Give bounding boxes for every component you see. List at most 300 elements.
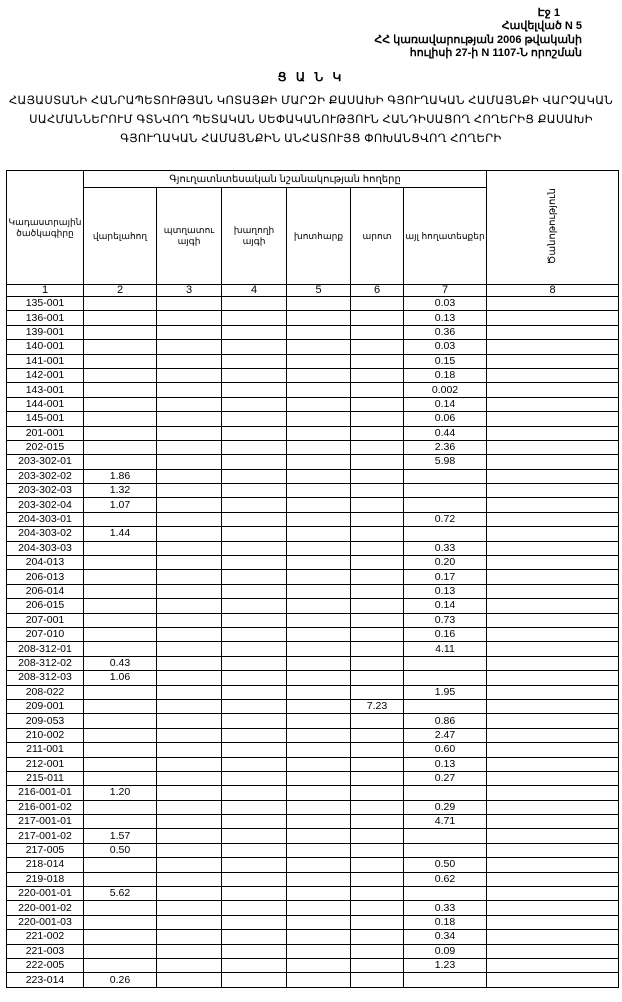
value-cell: [287, 757, 351, 771]
value-cell: [287, 872, 351, 886]
value-cell: [287, 527, 351, 541]
value-cell: [157, 743, 222, 757]
value-cell: [351, 685, 404, 699]
cadastral-code-cell: 208-022: [7, 685, 84, 699]
value-cell: [84, 757, 157, 771]
cadastral-code-cell: 210-002: [7, 728, 84, 742]
value-cell: [157, 613, 222, 627]
cadastral-code-cell: 208-312-02: [7, 656, 84, 670]
value-cell: [157, 599, 222, 613]
value-cell: [287, 412, 351, 426]
value-cell: [351, 815, 404, 829]
table-row: [7, 541, 619, 555]
value-cell: [404, 786, 487, 800]
value-cell: [351, 958, 404, 972]
value-cell: [351, 613, 404, 627]
table-row: [7, 440, 619, 454]
value-cell: [287, 368, 351, 382]
value-cell: [287, 498, 351, 512]
value-cell: [487, 340, 619, 354]
value-cell: [287, 786, 351, 800]
value-cell: [351, 771, 404, 785]
value-cell: [351, 498, 404, 512]
value-cell: 5.98: [404, 455, 487, 469]
value-cell: [487, 354, 619, 368]
value-cell: [487, 570, 619, 584]
value-cell: 2.47: [404, 728, 487, 742]
value-cell: [84, 311, 157, 325]
table-row: [7, 469, 619, 483]
table-row: [7, 512, 619, 526]
value-cell: [287, 887, 351, 901]
value-cell: [351, 527, 404, 541]
value-cell: [351, 354, 404, 368]
value-cell: [487, 973, 619, 987]
annex-line: ՀՀ կառավարության 2006 թվականի: [374, 34, 582, 46]
cadastral-code-cell: 220-001-03: [7, 915, 84, 929]
value-cell: [487, 843, 619, 857]
value-cell: [84, 858, 157, 872]
table-row: [7, 757, 619, 771]
cadastral-code-cell: 211-001: [7, 743, 84, 757]
table-row: [7, 584, 619, 598]
value-cell: [287, 584, 351, 598]
value-cell: [404, 671, 487, 685]
value-cell: 0.03: [404, 297, 487, 311]
cadastral-code-cell: 141-001: [7, 354, 84, 368]
cadastral-code-cell: 144-001: [7, 397, 84, 411]
value-cell: 0.18: [404, 368, 487, 382]
value-cell: 0.50: [84, 843, 157, 857]
table-row: [7, 656, 619, 670]
value-cell: [287, 743, 351, 757]
value-cell: [287, 512, 351, 526]
table-row: [7, 368, 619, 382]
value-cell: 0.34: [404, 930, 487, 944]
value-cell: [84, 541, 157, 555]
table-row: [7, 829, 619, 843]
value-cell: [84, 944, 157, 958]
value-cell: [287, 397, 351, 411]
value-cell: [222, 800, 287, 814]
value-cell: [351, 944, 404, 958]
table-row: [7, 354, 619, 368]
value-cell: 0.27: [404, 771, 487, 785]
value-cell: [487, 800, 619, 814]
value-cell: [84, 714, 157, 728]
value-cell: [351, 901, 404, 915]
value-cell: 1.06: [84, 671, 157, 685]
value-cell: [404, 484, 487, 498]
value-cell: [287, 556, 351, 570]
value-cell: [351, 469, 404, 483]
value-cell: [351, 671, 404, 685]
group-header-agricultural: Գյուղատնտեսական նշանակության հողերը: [84, 171, 487, 188]
value-cell: [351, 728, 404, 742]
value-cell: [84, 512, 157, 526]
value-cell: [487, 786, 619, 800]
value-cell: [222, 915, 287, 929]
cadastral-code-cell: 203-302-02: [7, 469, 84, 483]
column-number: 8: [487, 285, 619, 297]
value-cell: [351, 484, 404, 498]
value-cell: [157, 671, 222, 685]
col-header-other: այլ հողատեսքեր: [404, 188, 487, 285]
value-cell: [287, 484, 351, 498]
value-cell: [351, 973, 404, 987]
value-cell: 0.03: [404, 340, 487, 354]
value-cell: [287, 728, 351, 742]
col-header-pasture: արոտ: [351, 188, 404, 285]
table-row: [7, 800, 619, 814]
value-cell: [157, 383, 222, 397]
value-cell: [222, 556, 287, 570]
table-row: [7, 699, 619, 713]
value-cell: [84, 743, 157, 757]
value-cell: [222, 829, 287, 843]
cadastral-code-cell: 223-014: [7, 973, 84, 987]
page-number: Էջ 1: [537, 7, 560, 19]
value-cell: [222, 944, 287, 958]
value-cell: [222, 584, 287, 598]
value-cell: 2.36: [404, 440, 487, 454]
value-cell: [351, 512, 404, 526]
value-cell: [287, 383, 351, 397]
cadastral-code-cell: 207-010: [7, 627, 84, 641]
value-cell: [287, 642, 351, 656]
value-cell: [157, 786, 222, 800]
table-row: [7, 743, 619, 757]
value-cell: [487, 944, 619, 958]
value-cell: 0.60: [404, 743, 487, 757]
col-header-note-label: Ծանոթություն: [547, 187, 558, 265]
cadastral-code-cell: 204-303-01: [7, 512, 84, 526]
table-row: [7, 556, 619, 570]
value-cell: [84, 599, 157, 613]
table-row: [7, 340, 619, 354]
value-cell: [222, 743, 287, 757]
value-cell: [157, 311, 222, 325]
column-number-row: [7, 285, 619, 297]
table-row: [7, 570, 619, 584]
value-cell: [157, 354, 222, 368]
value-cell: 0.33: [404, 901, 487, 915]
value-cell: [487, 527, 619, 541]
value-cell: [222, 958, 287, 972]
value-cell: 4.71: [404, 815, 487, 829]
cadastral-code-cell: 220-001-02: [7, 901, 84, 915]
value-cell: [84, 728, 157, 742]
value-cell: [404, 887, 487, 901]
cadastral-code-cell: 135-001: [7, 297, 84, 311]
value-cell: [287, 843, 351, 857]
value-cell: [84, 958, 157, 972]
value-cell: [287, 613, 351, 627]
value-cell: [287, 699, 351, 713]
value-cell: [157, 498, 222, 512]
value-cell: 0.06: [404, 412, 487, 426]
value-cell: [222, 412, 287, 426]
value-cell: [157, 699, 222, 713]
value-cell: [222, 541, 287, 555]
value-cell: [157, 714, 222, 728]
value-cell: [487, 771, 619, 785]
value-cell: [222, 599, 287, 613]
value-cell: [487, 958, 619, 972]
value-cell: [157, 815, 222, 829]
value-cell: [157, 800, 222, 814]
value-cell: [222, 498, 287, 512]
table-body: [7, 297, 619, 988]
cadastral-code-cell: 203-302-01: [7, 455, 84, 469]
cadastral-code-cell: 207-001: [7, 613, 84, 627]
value-cell: [404, 699, 487, 713]
cadastral-code-cell: 221-002: [7, 930, 84, 944]
column-number: 7: [404, 285, 487, 297]
value-cell: [487, 455, 619, 469]
value-cell: [351, 627, 404, 641]
table-row: [7, 958, 619, 972]
value-cell: [84, 570, 157, 584]
table-row: [7, 412, 619, 426]
value-cell: [287, 297, 351, 311]
value-cell: 0.18: [404, 915, 487, 929]
value-cell: [404, 829, 487, 843]
cadastral-code-cell: 219-018: [7, 872, 84, 886]
value-cell: [287, 685, 351, 699]
value-cell: [351, 757, 404, 771]
value-cell: 1.95: [404, 685, 487, 699]
value-cell: [351, 872, 404, 886]
document-title: ՀԱՅԱՍՏԱՆԻ ՀԱՆՐԱՊԵՏՈՒԹՅԱՆ ԿՈՏԱՅՔԻ ՄԱՐԶԻ ՔԱՍԱԽԻ ԳՅՈՒՂԱԿԱՆ ՀԱՄԱՅՆՔԻ ՎԱՐՉԱԿԱՆ ՍԱՀՄԱՆՆԵՐՈՒՄ ԳՏՆՎՈՂ ՊԵՏԱԿԱՆ ՍԵՓԱԿԱՆՈՒԹՅՈՒՆ ՀԱՆԴԻՍԱՑՈՂ ՀՈՂԵՐԻՑ ՔԱՍԱԽԻ ԳՅՈՒՂԱԿԱՆ ՀԱՄԱՅՆՔԻՆ ԱՆՀԱՏՈՒՅՑ ՓՈԽԱՆՑՎՈՂ ՀՈՂԵՐԻ: [8, 95, 614, 145]
value-cell: [84, 440, 157, 454]
value-cell: 0.44: [404, 426, 487, 440]
cadastral-code-cell: 201-001: [7, 426, 84, 440]
value-cell: [84, 901, 157, 915]
value-cell: [287, 426, 351, 440]
table-row: [7, 627, 619, 641]
value-cell: [157, 771, 222, 785]
value-cell: [157, 843, 222, 857]
table-row: [7, 944, 619, 958]
value-cell: 0.33: [404, 541, 487, 555]
value-cell: [157, 627, 222, 641]
value-cell: [157, 584, 222, 598]
cadastral-code-cell: 218-014: [7, 858, 84, 872]
value-cell: [84, 685, 157, 699]
value-cell: [84, 699, 157, 713]
value-cell: [157, 412, 222, 426]
value-cell: [84, 800, 157, 814]
value-cell: [222, 397, 287, 411]
value-cell: [487, 743, 619, 757]
value-cell: 0.26: [84, 973, 157, 987]
cadastral-code-cell: 206-014: [7, 584, 84, 598]
value-cell: [487, 699, 619, 713]
value-cell: [84, 325, 157, 339]
col-header-vineyard: խաղողի այգի: [222, 188, 287, 285]
value-cell: [487, 829, 619, 843]
value-cell: 0.16: [404, 627, 487, 641]
value-cell: [222, 858, 287, 872]
table-row: [7, 642, 619, 656]
value-cell: [84, 412, 157, 426]
value-cell: 1.20: [84, 786, 157, 800]
value-cell: [287, 958, 351, 972]
value-cell: [157, 368, 222, 382]
cadastral-code-cell: 206-015: [7, 599, 84, 613]
value-cell: [157, 512, 222, 526]
value-cell: 1.44: [84, 527, 157, 541]
value-cell: [84, 297, 157, 311]
cadastral-code-cell: 204-303-03: [7, 541, 84, 555]
value-cell: [84, 368, 157, 382]
value-cell: [222, 570, 287, 584]
value-cell: [287, 815, 351, 829]
value-cell: [351, 368, 404, 382]
value-cell: [351, 440, 404, 454]
value-cell: [222, 699, 287, 713]
value-cell: [287, 944, 351, 958]
cadastral-code-cell: 212-001: [7, 757, 84, 771]
value-cell: [222, 368, 287, 382]
value-cell: [157, 930, 222, 944]
table-row: [7, 728, 619, 742]
value-cell: [487, 714, 619, 728]
value-cell: [84, 354, 157, 368]
value-cell: [487, 469, 619, 483]
cadastral-code-cell: 202-015: [7, 440, 84, 454]
value-cell: [157, 440, 222, 454]
value-cell: [351, 426, 404, 440]
value-cell: [487, 426, 619, 440]
value-cell: [84, 556, 157, 570]
cadastral-code-cell: 143-001: [7, 383, 84, 397]
table-row: [7, 915, 619, 929]
value-cell: [287, 340, 351, 354]
value-cell: [487, 311, 619, 325]
value-cell: 0.43: [84, 656, 157, 670]
cadastral-code-cell: 204-013: [7, 556, 84, 570]
value-cell: [84, 426, 157, 440]
value-cell: [222, 354, 287, 368]
value-cell: [351, 340, 404, 354]
value-cell: 4.11: [404, 642, 487, 656]
value-cell: 0.36: [404, 325, 487, 339]
value-cell: 7.23: [351, 699, 404, 713]
value-cell: 0.62: [404, 872, 487, 886]
value-cell: [222, 887, 287, 901]
value-cell: [404, 656, 487, 670]
value-cell: [222, 973, 287, 987]
value-cell: [351, 397, 404, 411]
value-cell: [84, 915, 157, 929]
table-row: [7, 858, 619, 872]
table-row: [7, 872, 619, 886]
value-cell: 0.29: [404, 800, 487, 814]
table-row: [7, 887, 619, 901]
value-cell: [287, 901, 351, 915]
value-cell: [84, 613, 157, 627]
value-cell: [84, 771, 157, 785]
value-cell: [222, 728, 287, 742]
value-cell: [157, 958, 222, 972]
table-row: [7, 930, 619, 944]
value-cell: [157, 469, 222, 483]
value-cell: [287, 829, 351, 843]
value-cell: 5.62: [84, 887, 157, 901]
column-number: 3: [157, 285, 222, 297]
value-cell: 0.73: [404, 613, 487, 627]
table-row: [7, 527, 619, 541]
table-row: [7, 325, 619, 339]
value-cell: [157, 527, 222, 541]
cadastral-code-cell: 215-011: [7, 771, 84, 785]
value-cell: [287, 671, 351, 685]
value-cell: [157, 656, 222, 670]
value-cell: [222, 512, 287, 526]
col-header-arable: վարելահող: [84, 188, 157, 285]
value-cell: [222, 930, 287, 944]
table-row: [7, 426, 619, 440]
value-cell: [487, 297, 619, 311]
value-cell: [487, 484, 619, 498]
value-cell: [351, 599, 404, 613]
value-cell: 1.07: [84, 498, 157, 512]
value-cell: [487, 671, 619, 685]
cadastral-code-cell: 220-001-01: [7, 887, 84, 901]
cadastral-code-cell: 136-001: [7, 311, 84, 325]
value-cell: [351, 541, 404, 555]
annex-line: Հավելված N 5: [501, 20, 582, 32]
value-cell: [222, 340, 287, 354]
cadastral-code-cell: 216-001-01: [7, 786, 84, 800]
value-cell: [222, 685, 287, 699]
table-row: [7, 786, 619, 800]
cadastral-code-cell: 222-005: [7, 958, 84, 972]
table-row: [7, 613, 619, 627]
value-cell: [222, 484, 287, 498]
value-cell: 0.72: [404, 512, 487, 526]
value-cell: [351, 930, 404, 944]
value-cell: [487, 613, 619, 627]
table-row: [7, 973, 619, 987]
value-cell: [222, 671, 287, 685]
value-cell: [287, 469, 351, 483]
col-header-note: [487, 171, 619, 285]
value-cell: [287, 915, 351, 929]
value-cell: [287, 627, 351, 641]
value-cell: 0.17: [404, 570, 487, 584]
value-cell: 0.86: [404, 714, 487, 728]
cadastral-code-cell: 217-001-01: [7, 815, 84, 829]
value-cell: [351, 556, 404, 570]
value-cell: [487, 627, 619, 641]
value-cell: [487, 887, 619, 901]
table-row: [7, 714, 619, 728]
value-cell: [287, 714, 351, 728]
value-cell: [157, 757, 222, 771]
value-cell: [351, 800, 404, 814]
value-cell: [487, 915, 619, 929]
value-cell: [157, 887, 222, 901]
value-cell: [351, 383, 404, 397]
annex-line: հուլիսի 27-ի N 1107-Ն որոշման: [409, 47, 582, 59]
value-cell: [351, 570, 404, 584]
land-table: [6, 170, 619, 988]
value-cell: [157, 973, 222, 987]
value-cell: [222, 455, 287, 469]
